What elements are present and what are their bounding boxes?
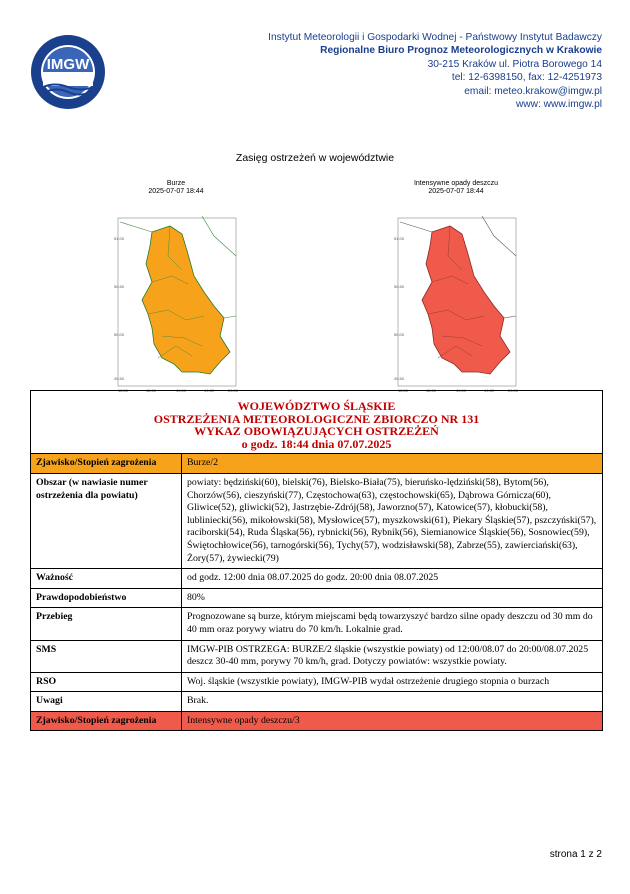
warning-header [31,391,603,454]
row-value-course: Prognozowane są burze, którym miejscami będą towarzyszyć bardzo silne opady deszczu od 30 mm do 40 mm oraz porywy wiatru do 70 km/h. Lokalnie grad. [182,608,603,640]
table-row [31,608,603,640]
row-label-course: Przebieg [31,608,182,640]
address: 30-215 Kraków ul. Piotra Borowego 14 [427,58,602,70]
maps-caption: Zasięg ostrzeżeń w województwie [235,152,395,164]
office-name: Regionalne Biuro Prognoz Meteorologicznych w Krakowie [320,45,602,57]
svg-text:18.00: 18.00 [398,388,409,392]
map-rain-date: 2025-07-07 18:44 [428,188,484,195]
svg-text:18.50: 18.50 [426,388,437,392]
row-value-phenomenon-2: Intensywne opady deszczu/3 [182,711,603,731]
warning-title-bulletin: OSTRZEŻENIA METEOROLOGICZNE ZBIORCZO NR 131 [153,411,480,426]
svg-text:51.00: 51.00 [394,236,405,241]
table-row [31,588,603,608]
institute-name: Instytut Meteorologii i Gospodarki Wodnej - Państwowy Instytut Badawczy [268,32,602,43]
imgw-logo [30,34,106,110]
map-storms-graphic [112,196,240,392]
row-label-area: Obszar (w nawiasie numer ostrzeżenia dla powiatu) [31,473,182,568]
map-rain-title: Intensywne opady deszczu [413,180,499,187]
warning-title-time: o godz. 18:44 dnia 07.07.2025 [241,436,392,451]
row-value-area: powiaty: będziński(60), bielski(76), Bielsko-Biała(75), bieruńsko-lędziński(58), Bytom(56), Chorzów(56), cieszyński(77), Częstochowa(63), częstochowski(65), Dąbrowa Górnicza(60), Gliwice(52), gliwicki(52), Jastrzębie-Zdrój(58), Jaworzno(57), Katowice(57), kłobucki(58), lubliniecki(56), mikołowski(58), Mysłowice(57), myszkowski(61), Piekary Śląskie(57), pszczyński(57), raciborski(54), Ruda Śląska(56), rybnicki(56), Rybnik(56), Siemianowice Śląskie(56), Sosnowiec(59), Świętochłowice(56), tarnogórski(56), Tychy(57), wodzisławski(58), Zabrze(55), zawierciański(63), Żory(57), żywiecki(79) [182,473,603,568]
row-value-phenomenon: Burze/2 [182,454,603,474]
map-storms-date: 2025-07-07 18:44 [148,188,204,195]
svg-text:20.00: 20.00 [508,388,519,392]
institute-header [202,31,602,111]
row-value-sms: IMGW-PIB OSTRZEGA: BURZE/2 śląskie (wszystkie powiaty) od 12:00/08.07 do 20:00/08.07.2025 deszcz 30-40 mm, porywy 70 km/h, grad. Dotyczy powiatów: wszystkie powiaty. [182,640,603,672]
svg-text:49.50: 49.50 [114,376,125,381]
row-value-rso: Woj. śląskie (wszystkie powiaty), IMGW-PIB wydał ostrzeżenie drugiego stopnia o burzach [182,672,603,692]
svg-text:19.00: 19.00 [176,388,187,392]
warning-title-region: WOJEWÓDZTWO ŚLĄSKIE [237,399,396,413]
table-row [31,569,603,589]
table-row [31,473,603,568]
svg-text:50.00: 50.00 [114,332,125,337]
row-label-probability: Prawdopodobieństwo [31,588,182,608]
warning-title-list: WYKAZ OBOWIĄZUJĄCYCH OSTRZEŻEŃ [194,424,439,439]
row-label-validity: Ważność [31,569,182,589]
row-value-probability: 80% [182,588,603,608]
row-label-remarks: Uwagi [31,692,182,712]
svg-text:51.00: 51.00 [114,236,125,241]
svg-text:50.00: 50.00 [394,332,405,337]
map-storms-title: Burze [166,180,186,187]
table-row [31,711,603,731]
phone-fax: tel: 12-6398150, fax: 12-4251973 [451,72,602,84]
table-row [31,454,603,474]
svg-text:50.50: 50.50 [114,284,125,289]
svg-text:19.50: 19.50 [484,388,495,392]
svg-text:18.50: 18.50 [146,388,157,392]
logo-text: IMGW [46,56,90,73]
svg-text:49.50: 49.50 [394,376,405,381]
row-value-validity: od godz. 12:00 dnia 08.07.2025 do godz. 20:00 dnia 08.07.2025 [182,569,603,589]
map-rain-graphic [392,196,520,392]
warning-table [30,390,603,731]
row-label-phenomenon-2: Zjawisko/Stopień zagrożenia [31,711,182,731]
svg-text:20.00: 20.00 [228,388,239,392]
table-row [31,640,603,672]
website: www: www.imgw.pl [515,99,602,111]
email: email: meteo.krakow@imgw.pl [464,85,602,97]
row-label-sms: SMS [31,640,182,672]
row-value-remarks: Brak. [182,692,603,712]
svg-text:50.50: 50.50 [394,284,405,289]
svg-text:18.00: 18.00 [118,388,129,392]
table-row [31,692,603,712]
map-storms [112,180,240,392]
row-label-rso: RSO [31,672,182,692]
svg-text:19.00: 19.00 [456,388,467,392]
row-label-phenomenon: Zjawisko/Stopień zagrożenia [31,454,182,474]
page-number: strona 1 z 2 [549,849,602,860]
table-row [31,672,603,692]
svg-text:19.50: 19.50 [204,388,215,392]
map-rain [392,180,520,392]
